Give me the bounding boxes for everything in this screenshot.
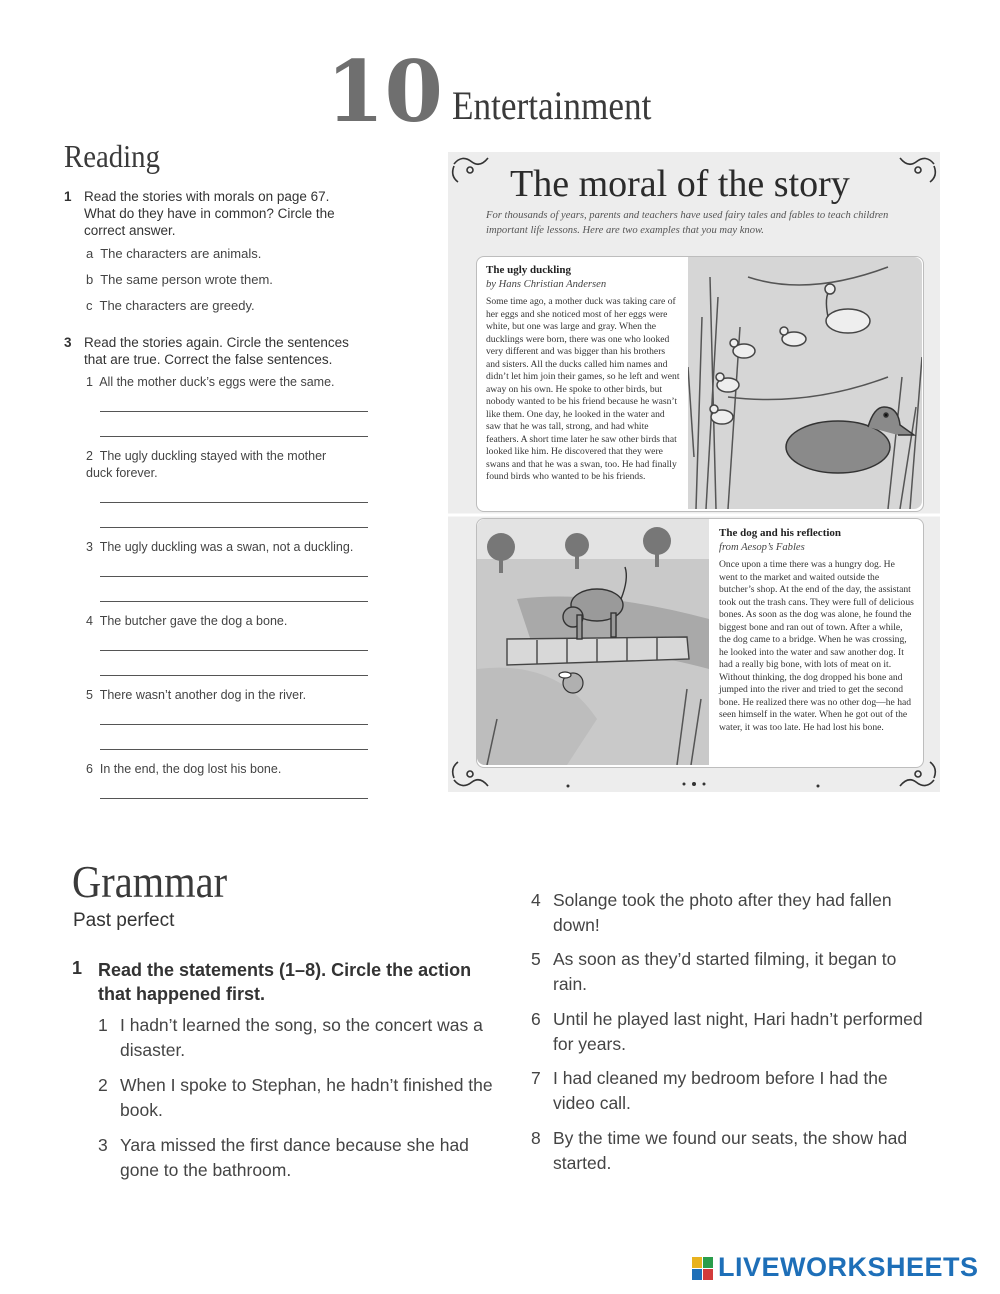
dog-bridge-illustration bbox=[477, 519, 709, 765]
story-title: The ugly duckling bbox=[486, 264, 571, 276]
grammar-statement-2[interactable] bbox=[98, 1073, 508, 1123]
answer-option-b[interactable] bbox=[86, 272, 273, 287]
statement-number: 5 bbox=[86, 688, 93, 702]
grammar-statement-4[interactable] bbox=[531, 888, 941, 938]
statement-number: 2 bbox=[86, 449, 93, 463]
statement-number: 3 bbox=[98, 1135, 108, 1155]
statement-text: The ugly duckling was a swan, not a duckling. bbox=[99, 540, 354, 554]
grammar-subheading: Past perfect bbox=[73, 910, 175, 931]
option-letter: b bbox=[86, 272, 94, 287]
statement-number: 6 bbox=[531, 1009, 541, 1029]
story-body: Once upon a time there was a hungry dog. He went to the market and waited outside the butcher’s shop. At the end of the day, the assistant took out the trash cans. They were full of delicious bones. As soon as the dog was alone, he found the biggest bone and ran out of town. After a while, the dog came to a bridge. When he was crossing, he looked into the water and saw another dog. It had a really big bone, with lots of meat on it. Without thinking, the dog dropped his bone and jumped into the river and tried to get the second bone. He realized there was no other dog—he had seen himself in the water. When he got out of the water, it was too late. He had lost his bone. bbox=[719, 559, 914, 733]
unit-number: 10 bbox=[326, 42, 443, 141]
ducks-illustration bbox=[688, 257, 922, 509]
option-text: The same person wrote them. bbox=[100, 272, 273, 287]
option-text: The characters are greedy. bbox=[99, 298, 255, 313]
statement-number: 4 bbox=[86, 614, 93, 628]
grammar-question-number: 1 bbox=[72, 958, 83, 978]
statement-number: 3 bbox=[86, 540, 93, 554]
reading-heading: Reading bbox=[64, 138, 160, 174]
statement-number: 6 bbox=[86, 762, 93, 776]
grammar-statement-7[interactable] bbox=[531, 1066, 941, 1116]
statement-4[interactable] bbox=[86, 613, 371, 630]
duck-pond-icon bbox=[688, 257, 922, 509]
statement-number: 7 bbox=[531, 1068, 541, 1088]
statement-text: In the end, the dog lost his bone. bbox=[99, 762, 282, 776]
statement-text: Yara missed the first dance because she had gone to the bathroom. bbox=[120, 1135, 469, 1180]
statement-text: All the mother duck’s eggs were the same. bbox=[99, 375, 335, 389]
answer-line[interactable] bbox=[100, 436, 368, 437]
option-letter: c bbox=[86, 298, 93, 313]
unit-title: Entertainment bbox=[452, 83, 652, 128]
dog-on-bridge-icon bbox=[477, 519, 709, 765]
answer-line[interactable] bbox=[100, 675, 368, 676]
grammar-statement-5[interactable] bbox=[531, 947, 941, 997]
answer-option-a[interactable] bbox=[86, 246, 261, 261]
option-letter: a bbox=[86, 246, 94, 261]
statement-number: 8 bbox=[531, 1128, 541, 1148]
statement-text: As soon as they’d started filming, it began to rain. bbox=[553, 949, 897, 994]
grammar-statement-1[interactable] bbox=[98, 1013, 508, 1063]
reading-question-1 bbox=[64, 188, 374, 240]
liveworksheets-logo-icon bbox=[692, 1257, 714, 1281]
grammar-statement-8[interactable] bbox=[531, 1126, 941, 1176]
answer-line[interactable] bbox=[100, 749, 368, 750]
option-text: The characters are animals. bbox=[100, 246, 262, 261]
statement-number: 4 bbox=[531, 890, 541, 910]
statement-number: 1 bbox=[86, 375, 93, 389]
answer-line[interactable] bbox=[100, 527, 368, 528]
statement-number: 2 bbox=[98, 1075, 108, 1095]
grammar-statement-6[interactable] bbox=[531, 1007, 941, 1057]
article-intro: For thousands of years, parents and teachers have used fairy tales and fables to teach children important life lessons. Here are two examples that you may know. bbox=[486, 210, 889, 236]
answer-line[interactable] bbox=[100, 650, 368, 651]
statement-text: The butcher gave the dog a bone. bbox=[99, 614, 288, 628]
statement-text: I had cleaned my bedroom before I had the video call. bbox=[553, 1068, 888, 1113]
grammar-statement-3[interactable] bbox=[98, 1133, 508, 1183]
answer-line[interactable] bbox=[100, 411, 368, 412]
statement-number: 5 bbox=[531, 949, 541, 969]
statement-text: When I spoke to Stephan, he hadn’t finished the book. bbox=[120, 1075, 493, 1120]
liveworksheets-logo[interactable]: LIVEWORKSHEETS bbox=[718, 1252, 979, 1282]
statement-text: By the time we found our seats, the show had started. bbox=[553, 1128, 908, 1173]
answer-line[interactable] bbox=[100, 502, 368, 503]
answer-line[interactable] bbox=[100, 601, 368, 602]
statement-text: I hadn’t learned the song, so the concert was a disaster. bbox=[120, 1015, 483, 1060]
answer-line[interactable] bbox=[100, 576, 368, 577]
question-number: 3 bbox=[64, 335, 72, 350]
statement-3[interactable] bbox=[86, 539, 376, 556]
statement-text: Until he played last night, Hari hadn’t performed for years. bbox=[553, 1009, 923, 1054]
question-text: Read the stories again. Circle the sentences that are true. Correct the false sentences. bbox=[84, 335, 349, 367]
article-title: The moral of the story bbox=[510, 163, 850, 205]
question-text: Read the stories with morals on page 67. What do they have in common? Circle the correct answer. bbox=[84, 189, 335, 238]
story-title: The dog and his reflection bbox=[719, 527, 842, 539]
story-body: Some time ago, a mother duck was taking care of her eggs and she noticed most of her eggs were white, but one was large and gray. When the ducklings were born, there was one who looked very different and was bigger than his brothers and sisters. All the ducks called him names and didn’t let him join their games, so he left and went away on his own. He spoke to other birds, but nobody wanted to be his friend because he wasn’t like them. One day, he looked in the water and saw that he was tall, strong, and had white feathers. A short time later he saw other birds that looked like him. He discovered that they were swans and that he was a swan, too. He had finally found birds who wanted to be his friends. bbox=[486, 296, 680, 482]
grammar-heading: Grammar bbox=[72, 856, 228, 907]
statement-text: Solange took the photo after they had fallen down! bbox=[553, 890, 892, 935]
story-author: from Aesop’s Fables bbox=[719, 542, 805, 553]
reading-question-3 bbox=[64, 334, 374, 370]
grammar-question-text: Read the statements (1–8). Circle the action that happened first. bbox=[98, 960, 472, 1004]
question-number: 1 bbox=[64, 189, 72, 204]
statement-text: The ugly duckling stayed with the mother duck forever. bbox=[86, 449, 327, 480]
statement-6[interactable] bbox=[86, 761, 371, 778]
statement-number: 1 bbox=[98, 1015, 108, 1035]
statement-2[interactable] bbox=[86, 448, 356, 482]
answer-line[interactable] bbox=[100, 724, 368, 725]
story-author: by Hans Christian Andersen bbox=[486, 279, 607, 290]
answer-line[interactable] bbox=[100, 798, 368, 799]
statement-text: There wasn’t another dog in the river. bbox=[99, 688, 307, 702]
statement-1[interactable] bbox=[86, 374, 371, 391]
answer-option-c[interactable] bbox=[86, 298, 255, 313]
statement-5[interactable] bbox=[86, 687, 371, 704]
